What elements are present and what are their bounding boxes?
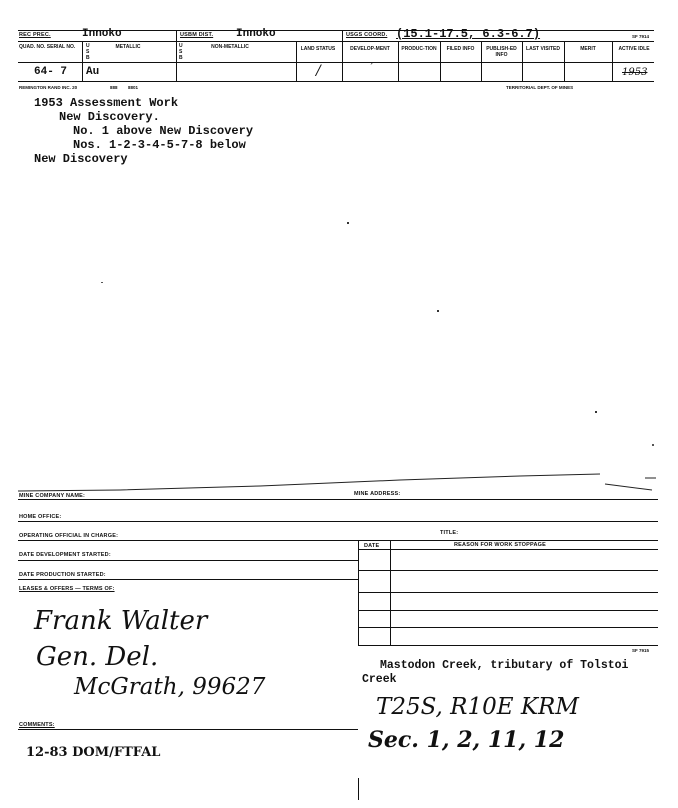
col-production: PRODUC-TION	[401, 46, 437, 52]
col-development: DEVELOP-MENT	[350, 46, 390, 52]
operating-official-label: OPERATING OFFICIAL IN CHARGE:	[19, 533, 119, 539]
col-quad: QUAD. NO.	[19, 44, 46, 50]
row-development: ´	[368, 63, 373, 74]
handwritten-name: Frank Walter	[34, 606, 208, 636]
mine-address-label: MINE ADDRESS:	[354, 491, 401, 497]
note-line-4: Nos. 1-2-3-4-5-7-8 below	[73, 138, 246, 152]
scan-speck	[595, 411, 597, 413]
row-metallic: Au	[86, 66, 100, 78]
col-filed-info: FILED INFO	[446, 46, 475, 52]
col-serial: SERIAL NO.	[46, 44, 76, 50]
printer-code-2: 8801	[128, 85, 139, 90]
title-label: TITLE:	[440, 530, 459, 536]
home-office-label: HOME OFFICE:	[19, 514, 62, 520]
note-line-2: New Discovery.	[59, 110, 160, 124]
scan-speck	[101, 282, 103, 283]
col-quad-serial	[19, 44, 81, 50]
handwritten-comments: 12-83 DOM/FTFAL	[26, 745, 161, 760]
reason-col-header: REASON FOR WORK STOPPAGE	[454, 542, 546, 548]
mine-company-name-label: MINE COMPANY NAME:	[19, 493, 86, 499]
printer-credit: REMINGTON RAND INC. 20	[19, 85, 78, 90]
col-merit: MERIT	[580, 46, 596, 52]
usgs-coord-value: (15.1-17.5, 6.3-6.7)	[396, 27, 541, 41]
row-active-idle: 1953	[622, 67, 648, 78]
handwritten-place: Gen. Del.	[36, 642, 159, 672]
department-name: TERRITORIAL DEPT. OF MINES	[506, 85, 574, 90]
col-nonmetallic: NON-METALLIC	[211, 44, 249, 50]
col-usbs-mark: U S B	[86, 43, 90, 61]
row-quad-serial: 64- 7	[34, 66, 68, 78]
date-development-label: DATE DEVELOPMENT STARTED:	[19, 552, 111, 558]
date-production-label: DATE PRODUCTION STARTED:	[19, 572, 106, 578]
col-published-info: PUBLISH-ED INFO	[486, 46, 517, 58]
handwritten-sections: Sec. 1, 2, 11, 12	[368, 727, 565, 753]
location-note-line-2: Creek	[362, 673, 397, 686]
col-active-idle: ACTIVE IDLE	[618, 46, 650, 52]
rec-prec-value: Innoko	[82, 28, 122, 40]
form-code-top: SF 7914	[632, 34, 650, 39]
note-line-5: New Discovery	[34, 152, 128, 166]
handwritten-city: McGrath, 99627	[74, 674, 266, 700]
tear-line	[0, 470, 678, 500]
col-metallic: METALLIC	[115, 44, 141, 50]
leases-label: LEASES & OFFERS — TERMS OF:	[19, 586, 115, 592]
row-land-status: /	[316, 63, 321, 79]
usbm-dist-value: Innoko	[236, 28, 276, 40]
note-line-3: No. 1 above New Discovery	[73, 124, 254, 138]
col-usbs-mark-2: U S B	[179, 43, 183, 61]
form-code-bottom: SF 7915	[632, 648, 650, 653]
usbm-dist-label: USBM DIST.	[180, 32, 214, 38]
scan-mark	[358, 778, 359, 800]
scan-speck	[437, 310, 439, 312]
date-col-header: DATE	[364, 543, 380, 549]
col-land-status: LAND STATUS	[300, 46, 336, 52]
location-note-line-1: Mastodon Creek, tributary of Tolstoi	[380, 659, 629, 672]
col-last-visited: LAST VISITED	[526, 46, 560, 52]
handwritten-township: T25S, R10E KRM	[376, 694, 579, 720]
usgs-coord-label: USGS COORD.	[346, 32, 388, 38]
note-line-1: 1953 Assessment Work	[34, 96, 179, 110]
scan-speck	[652, 444, 654, 446]
comments-label: COMMENTS:	[19, 722, 55, 728]
rec-prec-label: REC PREC.	[19, 32, 51, 38]
printer-code-1: 888	[110, 85, 118, 90]
scan-speck	[347, 222, 349, 224]
